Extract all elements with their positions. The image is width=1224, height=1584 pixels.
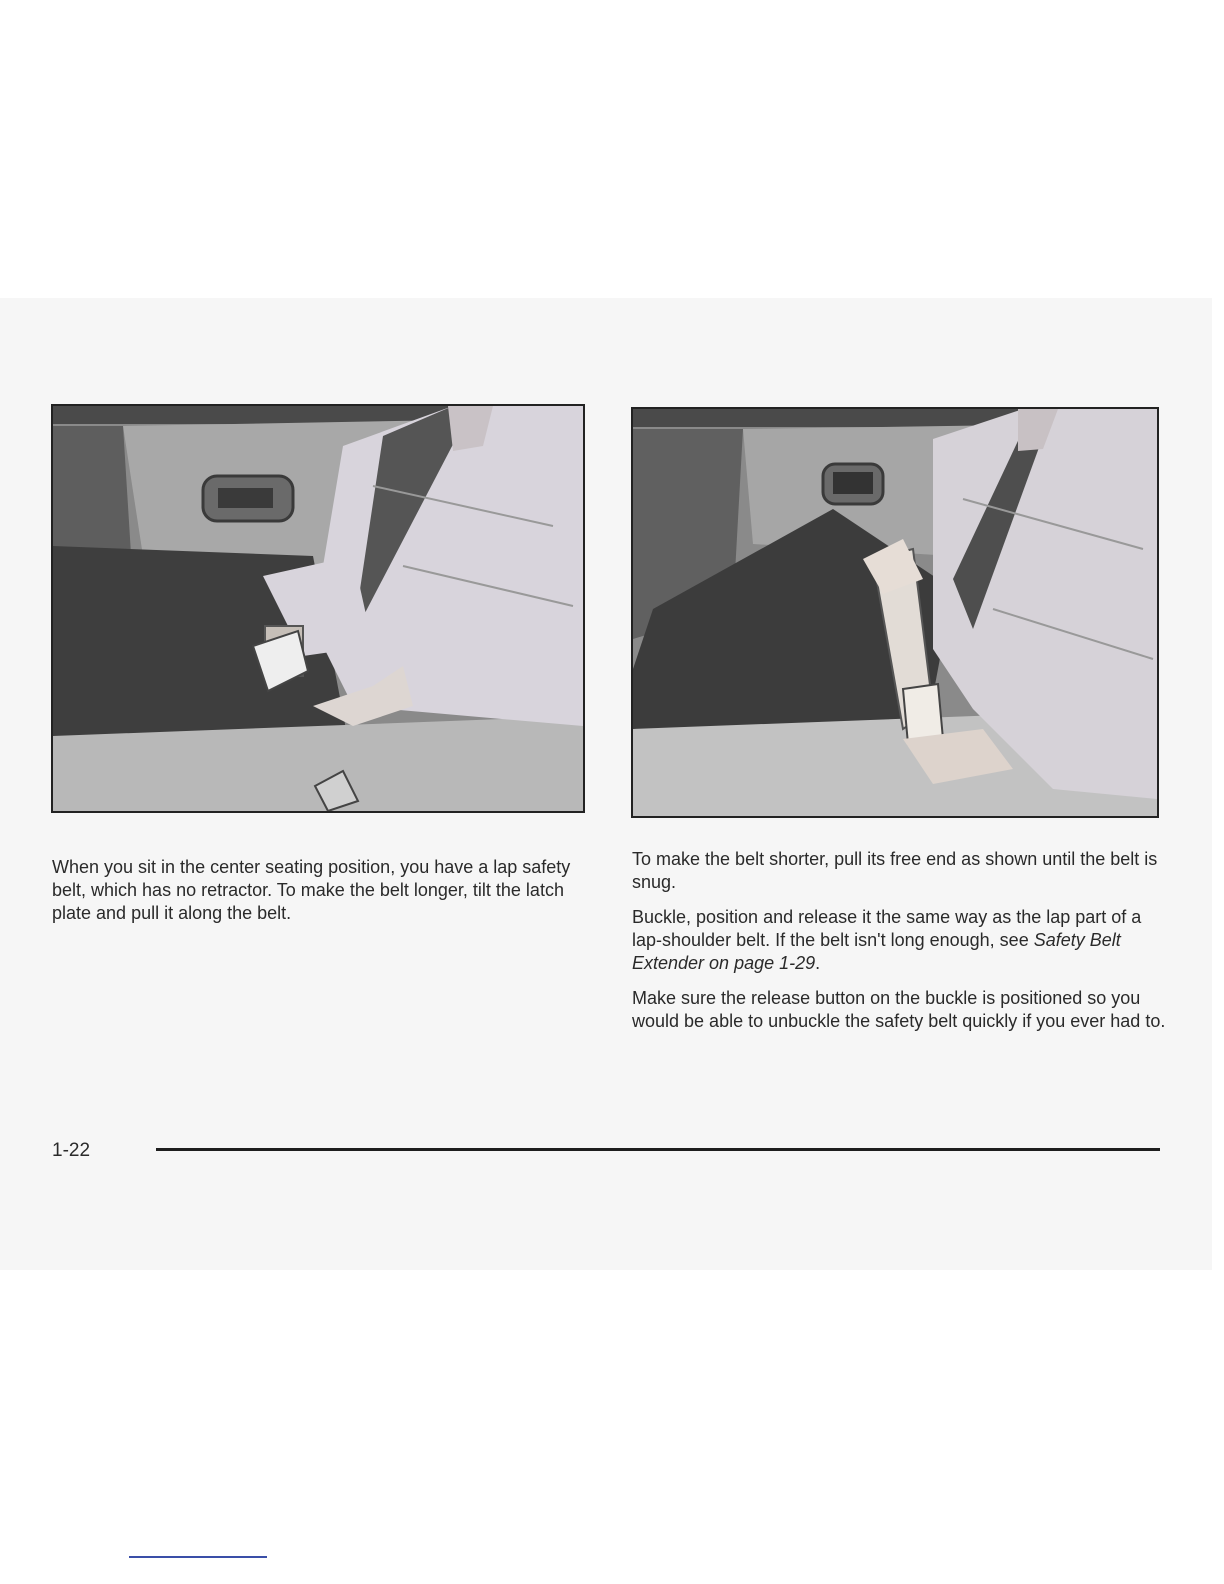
page-number: 1-22 (52, 1140, 91, 1161)
buckle-position-end: . (815, 953, 821, 973)
center-seat-lap-belt-paragraph: When you sit in the center seating position, you have a lap safety belt, which has no retractor. To make the belt longer, tilt the latch plate and pull it along the belt. (52, 857, 571, 923)
shorten-belt-paragraph: To make the belt shorter, pull its free end as shown until the belt is snug. (632, 849, 1158, 892)
buckle-position-paragraph (632, 906, 1172, 975)
illustration-shorten-lap-belt (631, 407, 1159, 818)
bottom-edge-rule (129, 1556, 267, 1558)
buckle-position-text: Buckle, position and release it the same way as the lap part of a lap-shoulder belt. If the belt isn't long enough, see (632, 907, 1142, 950)
illustration-lengthen-lap-belt (51, 404, 585, 813)
lap-belt-shorten-drawing (633, 409, 1157, 816)
right-text-column (632, 848, 1172, 1045)
left-text-column (52, 856, 582, 937)
release-button-paragraph: Make sure the release button on the buckle is positioned so you would be able to unbuckle the safety belt quickly if you ever had to. (632, 988, 1166, 1031)
lap-belt-lengthen-drawing (53, 406, 583, 811)
safety-belt-extender-reference[interactable]: Safety Belt Extender on page 1-29 (632, 930, 1121, 973)
footer-rule (156, 1148, 1160, 1151)
